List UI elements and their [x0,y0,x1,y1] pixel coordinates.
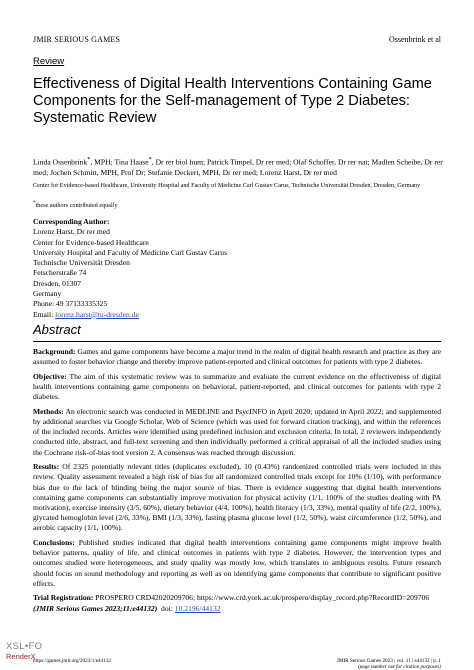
corr-line: Center for Evidence-based Healthcare [33,237,149,247]
corr-line: University Hospital and Faculty of Medicine Carl Gustav Carus [33,247,228,257]
registration-label: Trial Registration: [33,593,94,603]
article-title: Effectiveness of Digital Health Interventions Containing Game Components for the Self-management of Type 2 Diabetes: Systematic Review [33,76,432,126]
author-1: Linda Ossenbrink [33,157,88,167]
citation-line [33,604,221,613]
abstract-results [33,462,441,533]
corr-line: Phone: 49 37133335325 [33,299,108,309]
abstract-heading: Abstract [33,322,81,337]
abstract-divider [33,341,441,342]
citation-journal: (JMIR Serious Games 2023;11:e44132) [33,604,158,613]
corr-email-line [33,310,333,320]
registration-text: PROSPERO CRD42020209706; https://www.crd.york.ac.uk/prospero/display_record.php?RecordID=209706 [95,593,430,603]
doi-label: doi: [161,604,173,613]
equal-contrib-mark: * [148,156,152,163]
journal-header: JMIR SERIOUS GAMES [33,35,121,44]
abstract-registration [33,593,441,603]
author-list-part: , MPH; Tina Haase [90,157,149,167]
abstract-objective [33,372,441,403]
objective-text: The aim of this systematic review was to summarize and evaluate the current evidence on the effectiveness of digital health interventions containing game components on behavioral, patient-reported, and clinical outcomes for patients with type 2 diabetes. [33,371,442,402]
corr-line: Fetscherstraße 74 [33,268,87,278]
corr-line: Technische Universität Dresden [33,258,130,268]
results-label: Results: [33,462,60,472]
affiliation: Center for Evidence-based Healthcare, University Hospital and Faculty of Medicine Carl Gustav Carus, Technische Universität Dresden, Dresden, Germany [33,182,421,189]
abstract-body [33,347,441,608]
corresponding-label: Corresponding Author: [33,217,110,226]
corresponding-author-block [33,217,333,320]
corr-line: Lorenz Harst, Dr rer med [33,227,110,237]
conclusions-text: Published studies indicated that digital health interventions containing game components might improve health behavior patterns, quality of life, and clinical outcomes in patients with type 2 diabetes. However, the intervention types and outcomes studied were heterogeneous, and study quality was mostly low, which translates to ambiguous results. Future research should focus on sound methodology and reporting as well as on identifying game components that contribute to significant positive effects. [33,538,441,588]
background-label: Background: [33,347,76,356]
author-list [33,155,445,179]
background-text: Games and game components have become a major trend in the realm of digital health research and practice as they are assumed to foster behavior change and thereby improve patient-reported and clinical outcomes for patients with type 2 diabetes. [33,347,441,367]
footer-url: https://games.jmir.org/2023/1/e44132 [33,658,112,664]
contrib-text: these authors contributed equally [35,202,118,210]
section-label: Review [33,56,65,67]
equal-contrib-mark: * [87,156,91,163]
page-info: JMIR Serious Games 2023 | vol. 11 | e44132 | p. 1 [336,658,441,664]
abstract-background [33,347,441,367]
running-author: Ossenbrink et al [389,35,441,44]
doi-link[interactable]: 10.2196/44132 [174,604,221,613]
contribution-note [33,200,118,209]
email-link[interactable]: lorenz.harst@tu-dresden.de [55,309,139,319]
contrib-mark: * [33,200,36,206]
conclusions-label: Conclusions: [33,538,75,548]
corr-line: Dresden, 01307 [33,278,82,288]
abstract-methods [33,407,441,458]
author-list-rest: , Dr rer biol hum; Patrick Timpel, Dr rer med; Olaf Schoffer, Dr rer nat; Madlen Scheibe, Dr rer med; Jochen Schmitt, MPH, Prof Dr; Stefanie Deckert, MPH, Dr rer med; Lorenz Harst, Dr rer med [33,157,443,178]
page-note: (page number not for citation purposes) [357,664,441,670]
abstract-conclusions [33,538,441,589]
logo-line-1: XSL•FO [6,641,43,652]
methods-label: Methods: [33,406,64,416]
corr-line: Germany [33,289,62,299]
methods-text: An electronic search was conducted in MEDLINE and PsycINFO in April 2020; updated in April 2022; and supplemented by additional searches via Google Scholar, Web of Science (which was used for forward citation tracking), and within the references of the included records. Articles were identified using predefined inclusion and exclusion criteria. In total, 2 reviewers independently conducted title, abstract, and full-text screening and then individually performed a critical appraisal of all the included studies using the Cochrane risk-of-bias tool version 2. A consensus was reached through discussion. [33,406,441,457]
objective-label: Objective: [33,371,67,381]
email-label: Email: [33,309,56,319]
logo-line-2: RenderX [6,652,36,661]
xslfo-renderx-logo [6,641,43,661]
results-text: Of 2325 potentially relevant titles (duplicates excluded), 10 (0.43%) randomized controlled trials were included in this review. Quality assessment revealed a high risk of bias for all randomized controlled trials except for 10% (1/10), with performance bias due to the lack of blinding being the major source of bias. There is evidence suggesting that digital health interventions containing game components can substantially improve motivation for physical activity (1/1, 100% of the studies dealing with PA motivation), exercise intensity (3/5, 60%), dietary behavior (4/4, 100%), health literacy (1/3, 33%), mental quality of life (2/2, 100%), glycated hemoglobin level (2/6, 33%), BMI (1/3, 33%), fasting plasma glucose level (1/2, 50%), waist circumference (1/2, 50%), and aerobic capacity (1/1, 100%). [33,462,441,533]
footer-page-info [337,658,441,670]
